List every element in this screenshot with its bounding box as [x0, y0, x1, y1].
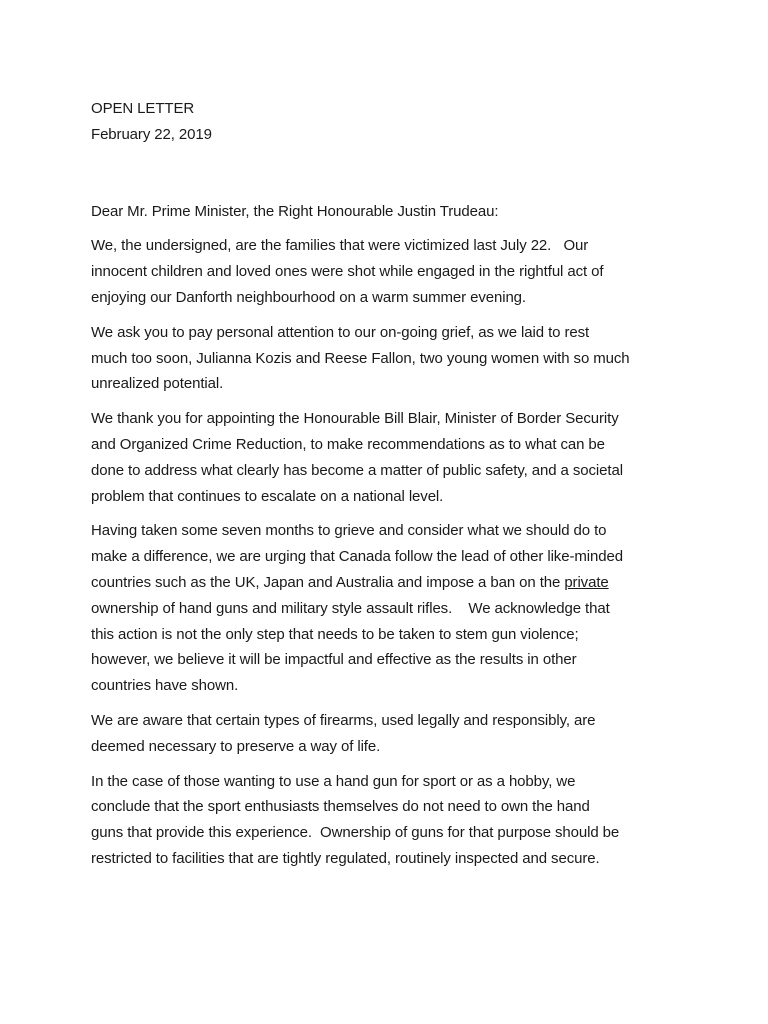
paragraph-4 [91, 518, 691, 699]
heading-text: OPEN LETTER [91, 100, 195, 117]
paragraph-line: enjoying our Danforth neighbourhood on a warm summer evening. [91, 288, 526, 306]
paragraph-line: innocent children and loved ones were shot while engaged in the rightful act of [91, 263, 604, 281]
letter-body [91, 96, 691, 872]
paragraph-line: unrealized potential. [91, 375, 224, 393]
paragraph-line: this action is not the only step that needs to be taken to stem gun violence; [91, 625, 579, 643]
paragraph-2 [91, 320, 691, 397]
paragraph-line: much too soon, Julianna Kozis and Reese Fallon, two young women with so much [91, 349, 630, 367]
paragraph-5 [91, 708, 691, 760]
paragraph-line: however, we believe it will be impactful and effective as the results in other [91, 651, 577, 669]
paragraph-line: We, the undersigned, are the families that were victimized last July 22. Our [91, 237, 589, 255]
letter-date: February 22, 2019 [91, 125, 212, 143]
paragraph-line: We ask you to pay personal attention to our on-going grief, as we laid to rest [91, 323, 590, 341]
underlined-word: private [564, 573, 609, 591]
paragraph-line: countries have shown. [91, 677, 239, 695]
paragraph-line: deemed necessary to preserve a way of life. [91, 737, 381, 755]
paragraph-line: conclude that the sport enthusiasts themselves do not need to own the hand [91, 798, 590, 816]
salutation-text: Dear Mr. Prime Minister, the Right Honourable Justin Trudeau: [91, 202, 499, 220]
paragraph-line: We thank you for appointing the Honourable Bill Blair, Minister of Border Security [91, 410, 619, 428]
paragraph-3 [91, 406, 691, 509]
salutation [91, 199, 691, 225]
paragraph-1 [91, 233, 691, 310]
paragraph-line: restricted to facilities that are tightly regulated, routinely inspected and secure. [91, 849, 600, 867]
paragraph-line-start: countries such as the UK, Japan and Australia and impose a ban on the [91, 573, 565, 591]
paragraph-line: make a difference, we are urging that Canada follow the lead of other like-minded [91, 548, 623, 566]
paragraph-line: done to address what clearly has become a matter of public safety, and a societal [91, 461, 623, 479]
letter-heading [91, 96, 691, 148]
paragraph-6 [91, 769, 691, 872]
paragraph-line-with-underline [91, 570, 691, 596]
paragraph-line: problem that continues to escalate on a national level. [91, 487, 444, 505]
paragraph-line: and Organized Crime Reduction, to make recommendations as to what can be [91, 435, 605, 453]
paragraph-line: guns that provide this experience. Ownership of guns for that purpose should be [91, 824, 620, 842]
paragraph-line: We are aware that certain types of firearms, used legally and responsibly, are [91, 711, 596, 729]
paragraph-line: Having taken some seven months to grieve and consider what we should do to [91, 522, 607, 540]
paragraph-line: In the case of those wanting to use a hand gun for sport or as a hobby, we [91, 772, 576, 790]
paragraph-line: ownership of hand guns and military style assault rifles. We acknowledge that [91, 599, 610, 617]
